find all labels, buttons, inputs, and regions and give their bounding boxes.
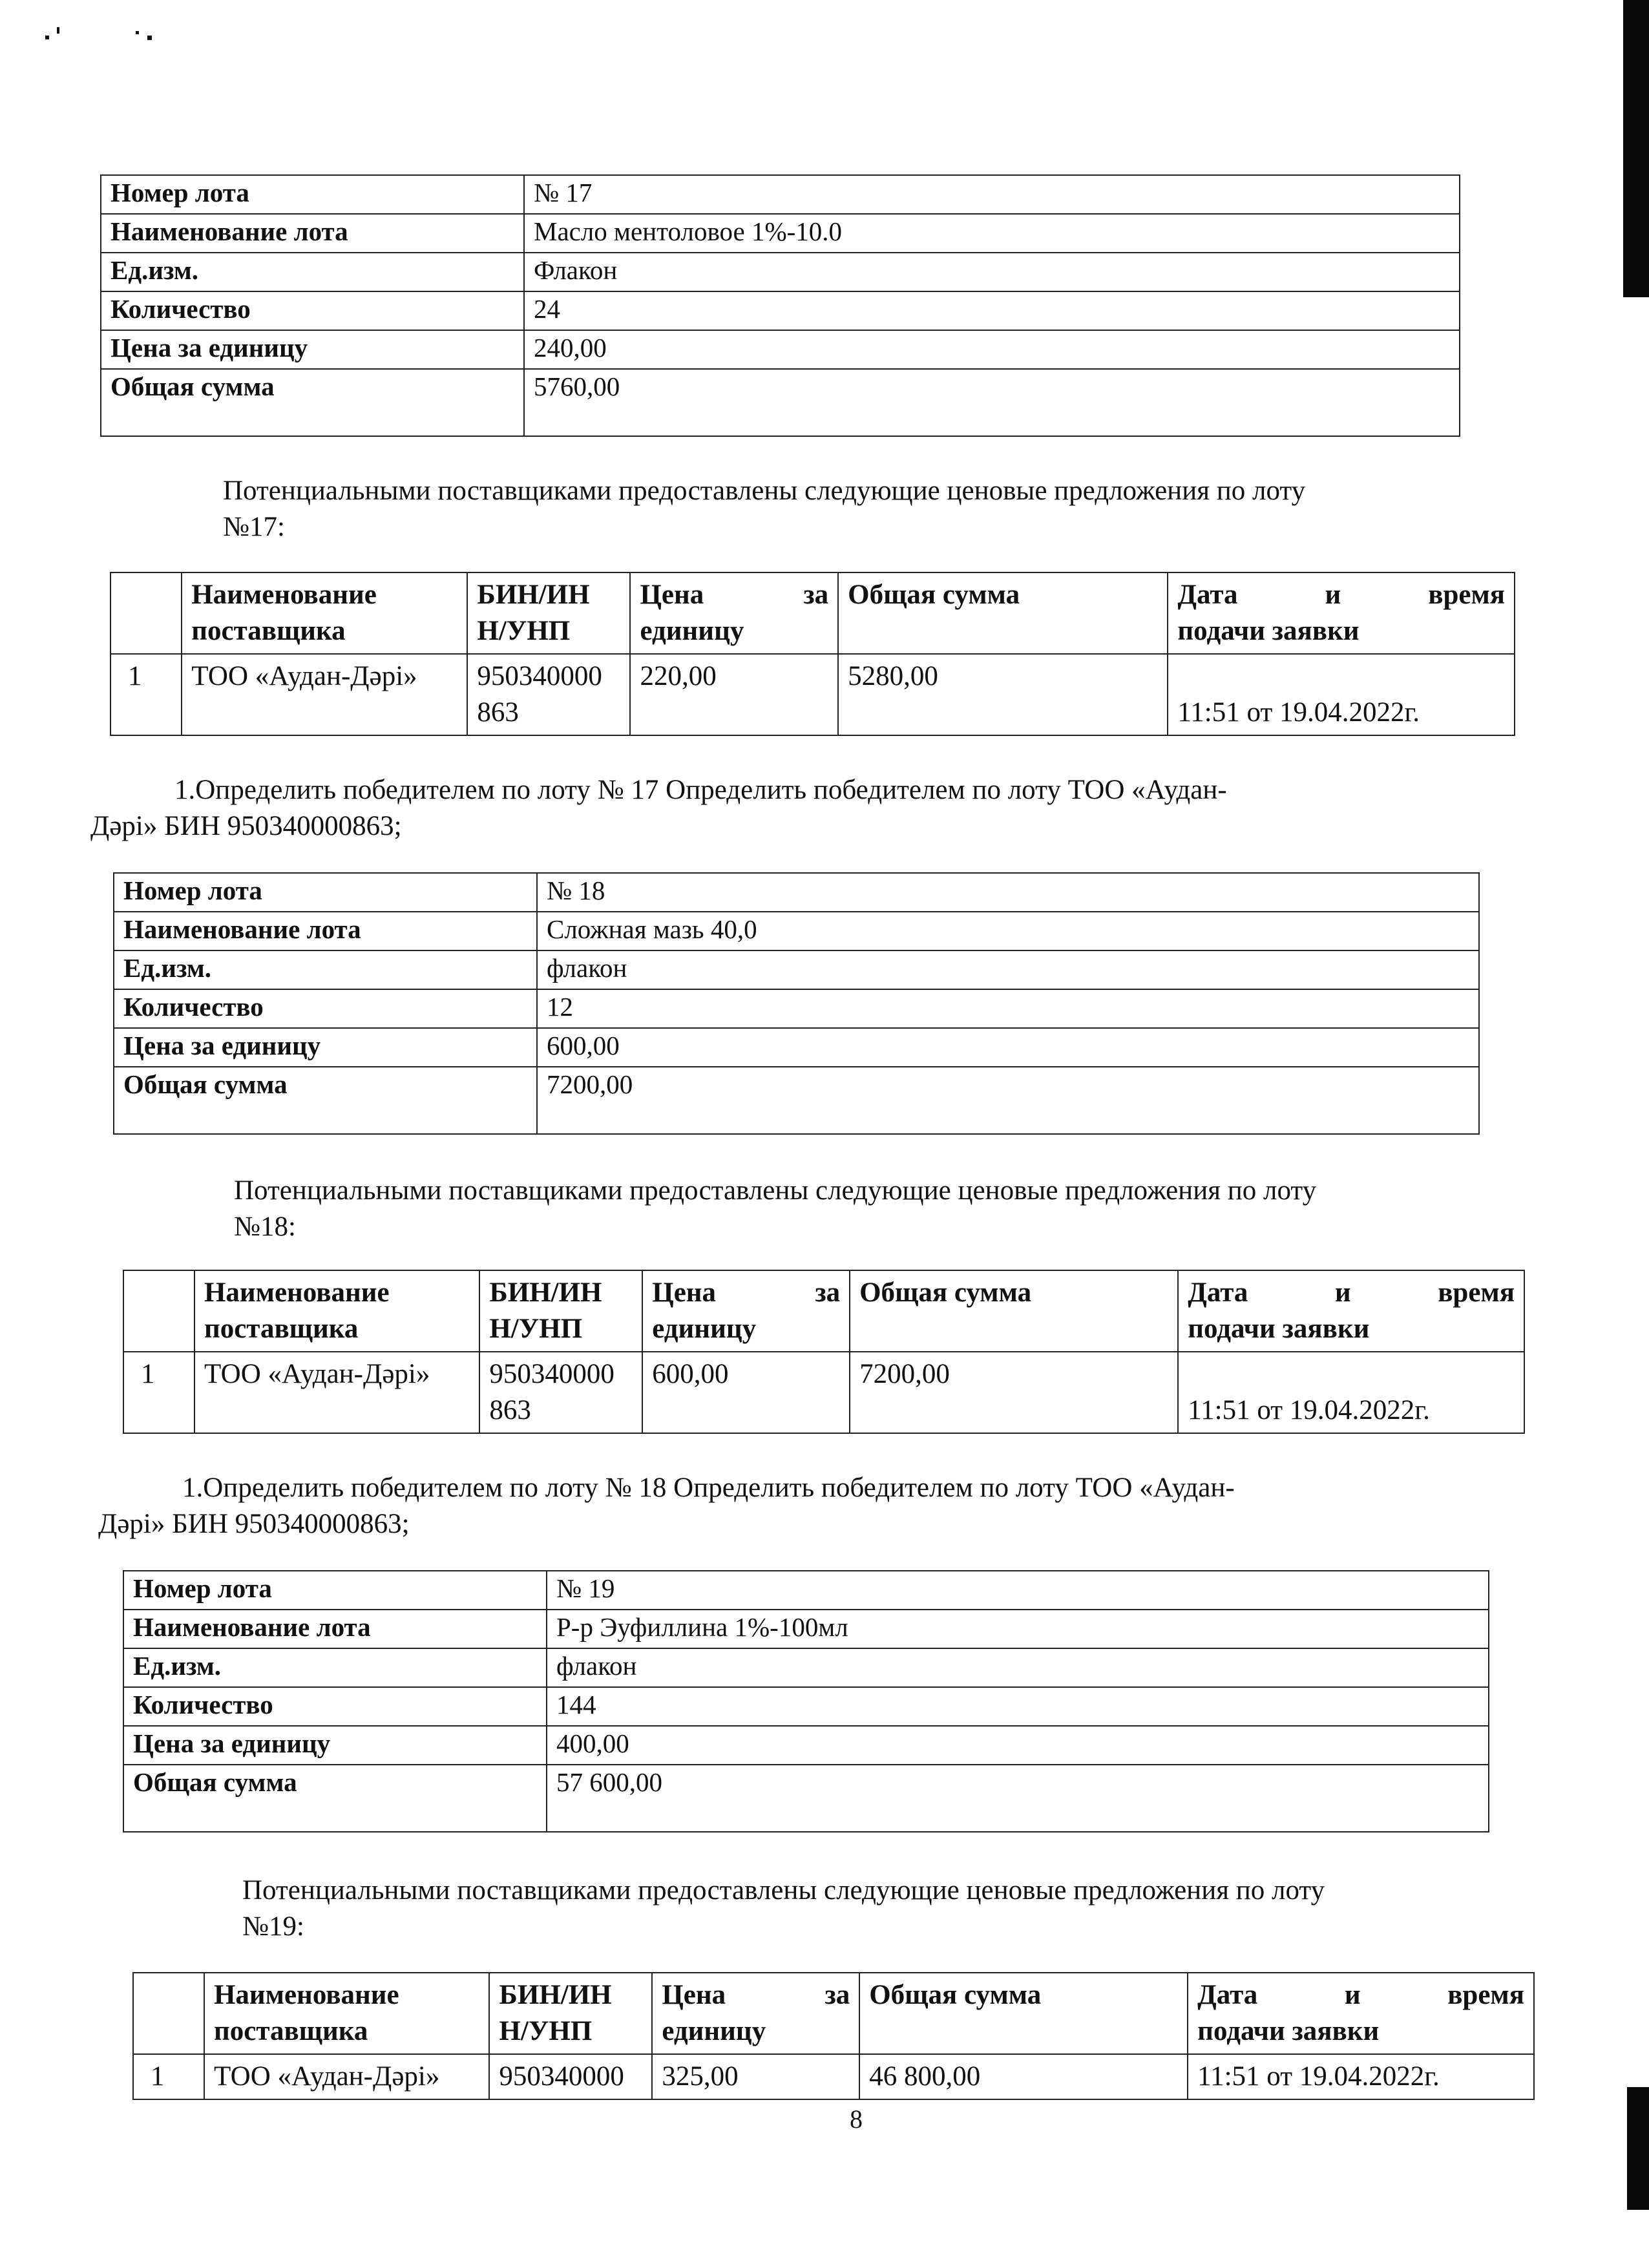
offers-header-date: [1168, 572, 1515, 654]
lot-key: Цена за единицу: [114, 1028, 537, 1067]
lot-value: 240,00: [524, 330, 1460, 369]
offers-header-bin: БИН/ИН Н/УНП: [467, 572, 630, 654]
lot-key: Ед.изм.: [114, 950, 537, 989]
header-word: Дата: [1197, 1980, 1258, 2010]
lot-value: № 17: [524, 175, 1460, 214]
offer-bin: 950340000 863: [467, 654, 630, 735]
lot-key: Общая сумма: [101, 369, 524, 436]
lot-key: Номер лота: [114, 873, 537, 912]
lot-table: [123, 1570, 1489, 1832]
lot-key: Общая сумма: [123, 1765, 547, 1832]
lot-table: [113, 872, 1480, 1135]
lot-key: Номер лота: [101, 175, 524, 214]
offers-header-total: Общая сумма: [850, 1270, 1178, 1352]
lot-value: флакон: [547, 1648, 1489, 1687]
offers-header-total: Общая сумма: [838, 572, 1168, 654]
lot-value: № 18: [537, 873, 1479, 912]
lot-value: Флакон: [524, 253, 1460, 291]
offer-supplier: ТОО «Аудан-Дәрі»: [194, 1352, 479, 1433]
offer-bin: 950340000 863: [479, 1352, 642, 1433]
lot-key: Количество: [114, 989, 537, 1028]
header-word: за: [824, 1980, 850, 2010]
header-word: за: [803, 580, 829, 610]
offer-date: 11:51 от 19.04.2022г.: [1168, 654, 1515, 735]
offer-price: 325,00: [652, 2054, 859, 2099]
offers-intro-line: Потенциальными поставщиками предоставлены следующие ценовые предложения по лоту: [242, 1875, 1325, 1906]
decision-text: [90, 772, 1447, 845]
header-word: время: [1428, 580, 1505, 610]
lot-key: Общая сумма: [114, 1067, 537, 1134]
offers-header-total: Общая сумма: [859, 1973, 1188, 2054]
scan-speck: [57, 27, 59, 34]
offer-total: 5280,00: [838, 654, 1168, 735]
lot-value: 144: [547, 1687, 1489, 1726]
lot-value: 24: [524, 291, 1460, 330]
offers-header-no: [133, 1973, 204, 2054]
offer-price: 600,00: [642, 1352, 850, 1433]
offers-intro-line: №17:: [223, 512, 285, 542]
header-word: Цена: [662, 1980, 726, 2010]
offers-intro-line: №18:: [234, 1212, 296, 1242]
offers-header-price: [642, 1270, 850, 1352]
decision-text: [98, 1470, 1455, 1542]
lot-key: Количество: [123, 1687, 547, 1726]
header-word: Цена: [640, 580, 704, 610]
offers-header-bin: БИН/ИН Н/УНП: [489, 1973, 652, 2054]
lot-value: флакон: [537, 950, 1479, 989]
offers-intro: [242, 1873, 1457, 1945]
lot-key: Количество: [101, 291, 524, 330]
decision-line: Дәрі» БИН 950340000863;: [90, 811, 402, 841]
header-word: единицу: [662, 2016, 766, 2046]
offers-header-no: [123, 1270, 194, 1352]
decision-line: 1.Определить победителем по лоту № 17 Определить победителем по лоту ТОО «Аудан-: [174, 775, 1227, 805]
offers-header-name: Наименование поставщика: [182, 572, 467, 654]
lot-value: 57 600,00: [547, 1765, 1489, 1832]
offers-intro-line: Потенциальными поставщиками предоставлены следующие ценовые предложения по лоту: [223, 476, 1306, 506]
lot-key: Наименование лота: [114, 912, 537, 950]
lot-key: Цена за единицу: [123, 1726, 547, 1765]
offers-header-bin: БИН/ИН Н/УНП: [479, 1270, 642, 1352]
decision-line: 1.Определить победителем по лоту № 18 Определить победителем по лоту ТОО «Аудан-: [182, 1473, 1235, 1503]
lot-value: 5760,00: [524, 369, 1460, 436]
offers-header-date: [1188, 1973, 1534, 2054]
table-row: [123, 1352, 1524, 1433]
offers-intro: [223, 473, 1438, 545]
scan-edge-shadow: [1623, 0, 1649, 297]
lot-key: Наименование лота: [123, 1610, 547, 1648]
offers-header-price: [630, 572, 838, 654]
header-word: Дата: [1188, 1277, 1248, 1308]
offer-price: 220,00: [630, 654, 838, 735]
offers-intro-line: Потенциальными поставщиками предоставлены следующие ценовые предложения по лоту: [234, 1175, 1317, 1206]
lot-value: Р-р Эуфиллина 1%-100мл: [547, 1610, 1489, 1648]
header-word: время: [1447, 1980, 1524, 2010]
offer-no: 1: [110, 654, 182, 735]
table-row: [110, 654, 1515, 735]
offer-date: 11:51 от 19.04.2022г.: [1178, 1352, 1524, 1433]
header-word: и: [1325, 580, 1341, 610]
offers-header-name: Наименование поставщика: [194, 1270, 479, 1352]
lot-value: 7200,00: [537, 1067, 1479, 1134]
lot-key: Наименование лота: [101, 214, 524, 253]
lot-key: Ед.изм.: [101, 253, 524, 291]
header-word: подачи заявки: [1197, 2016, 1380, 2046]
lot-value: Масло ментоловое 1%-10.0: [524, 214, 1460, 253]
page-number: 8: [850, 2105, 863, 2134]
header-word: подачи заявки: [1188, 1314, 1370, 1344]
header-word: за: [815, 1277, 841, 1308]
lot-value: № 19: [547, 1571, 1489, 1610]
header-word: и: [1334, 1277, 1351, 1308]
offers-intro-line: №19:: [242, 1911, 304, 1942]
lot-key: Цена за единицу: [101, 330, 524, 369]
header-word: время: [1438, 1277, 1515, 1308]
header-word: единицу: [640, 616, 744, 646]
lot-key: Номер лота: [123, 1571, 547, 1610]
header-word: единицу: [652, 1314, 757, 1344]
scan-speck: [147, 36, 152, 40]
offer-no: 1: [133, 2054, 204, 2099]
lot-key: Ед.изм.: [123, 1648, 547, 1687]
offers-header-no: [110, 572, 182, 654]
offers-header-date: [1178, 1270, 1524, 1352]
offers-table: [123, 1270, 1525, 1434]
offers-header-price: [652, 1973, 859, 2054]
offer-no: 1: [123, 1352, 194, 1433]
offer-supplier: ТОО «Аудан-Дәрі»: [204, 2054, 489, 2099]
header-word: Дата: [1177, 580, 1238, 610]
decision-line: Дәрі» БИН 950340000863;: [98, 1509, 410, 1539]
offer-supplier: ТОО «Аудан-Дәрі»: [182, 654, 467, 735]
lot-value: 12: [537, 989, 1479, 1028]
offers-table: [132, 1972, 1535, 2100]
scan-edge-shadow: [1627, 2087, 1649, 2210]
header-word: и: [1344, 1980, 1361, 2010]
lot-value: 400,00: [547, 1726, 1489, 1765]
lot-table: [100, 174, 1460, 437]
offer-date: 11:51 от 19.04.2022г.: [1188, 2054, 1534, 2099]
offers-intro: [234, 1173, 1449, 1245]
offers-table: [110, 572, 1515, 736]
lot-value: Сложная мазь 40,0: [537, 912, 1479, 950]
header-word: Цена: [652, 1277, 717, 1308]
header-word: подачи заявки: [1177, 616, 1360, 646]
offers-header-name: Наименование поставщика: [204, 1973, 489, 2054]
lot-value: 600,00: [537, 1028, 1479, 1067]
offer-total: 7200,00: [850, 1352, 1178, 1433]
offer-bin: 950340000: [489, 2054, 652, 2099]
table-row: [133, 2054, 1534, 2099]
scan-speck: [45, 36, 49, 39]
offer-total: 46 800,00: [859, 2054, 1188, 2099]
scan-speck: [136, 31, 139, 34]
